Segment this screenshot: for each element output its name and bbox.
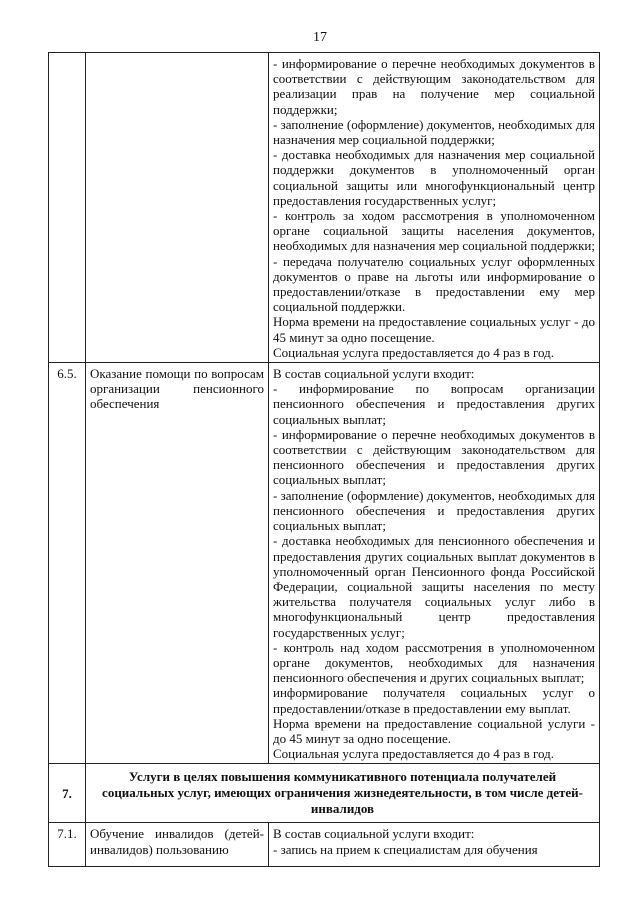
service-name: Оказание помощи по вопросам организации пенсионного обеспечения [86, 363, 269, 764]
description-line: - контроль за ходом рассмотрения в уполномоченном органе социальной защиты населения документов, необходимых для назначения мер социальной поддержки; [273, 208, 595, 254]
description-line: Социальная услуга предоставляется до 4 раз в год. [273, 746, 555, 762]
section-row [49, 764, 600, 823]
table-row [49, 53, 600, 363]
description-line: - информирование о перечне необходимых документов в соответствии с действующим законодательством для реализации прав на получение мер социальной поддержки; [273, 56, 595, 117]
service-name [86, 823, 269, 867]
row-number-text: 7.1. [57, 826, 77, 842]
page-number: 17 [313, 30, 327, 45]
table-row [49, 823, 600, 867]
service-name [86, 53, 269, 363]
section-title: Услуги в целях повышения коммуникативного потенциала получателей социальных услуг, имеющих ограничения жизнедеятельности, в том числе детей-инвалидов [86, 764, 600, 823]
row-number [49, 53, 86, 363]
service-description [269, 53, 600, 363]
description-line: - передача получателю социальных услуг оформленных документов о праве на льготы или информирование о предоставлении/отказе в предоставлении ему мер социальной поддержки. [273, 253, 595, 315]
description-line: - контроль над ходом рассмотрения в уполномоченном органе документов, необходимых для назначения пенсионного обеспечения и других социальных выплат; [273, 639, 595, 686]
description-line: Норма времени на предоставление социальной услуги - до 45 минут за одно посещение. [273, 715, 595, 746]
table-row [49, 363, 600, 764]
description-line: - запись на прием к специалистам для обучения [273, 841, 538, 857]
description-line: - информирование по вопросам организации пенсионного обеспечения и предоставления других социальных выплат; [273, 381, 595, 427]
row-number: 6.5. [49, 363, 86, 764]
description-line: - доставка необходимых для пенсионного обеспечения и предоставления других социальных выплат документов в уполномоченный орган Пенсионного фонда Российской Федерации, социальной защиты населения по месту жительства получателя социальных услуг либо в многофункциональный центр предоставления государственных услуг; [273, 533, 595, 640]
description-line: В состав социальной услуги входит: [273, 366, 475, 382]
description-line: - заполнение (оформление) документов, необходимых для пенсионного обеспечения и предоставления других социальных выплат; [273, 487, 595, 534]
service-description [269, 823, 600, 867]
service-name-text: Обучение инвалидов (детей-инвалидов) пользованию [90, 826, 264, 857]
description-line: Социальная услуга предоставляется до 4 раз в год. [273, 344, 555, 360]
description-line: - доставка необходимых для назначения мер социальной поддержки документов в уполномоченный орган социальной защиты или многофункциональный центр предоставления государственных услуг; [273, 147, 595, 208]
description-line: - информирование о перечне необходимых документов в соответствии с действующим законодательством для пенсионного обеспечения и предоставления других социальных выплат; [273, 426, 595, 488]
description-line: В состав социальной услуги входит: [273, 826, 475, 842]
description-clip [273, 826, 595, 864]
services-table [48, 52, 600, 867]
row-number [49, 823, 86, 867]
description-line: информирование получателя социальных услуг о предоставлении/отказе в предоставлении ему выплат. [273, 685, 595, 716]
section-number: 7. [49, 764, 86, 823]
service-description [269, 363, 600, 764]
description-line: Норма времени на предоставление социальных услуг - до 45 минут за одно посещение. [273, 314, 595, 345]
description-line: - заполнение (оформление) документов, необходимых для назначения мер социальной поддержки; [273, 116, 595, 148]
